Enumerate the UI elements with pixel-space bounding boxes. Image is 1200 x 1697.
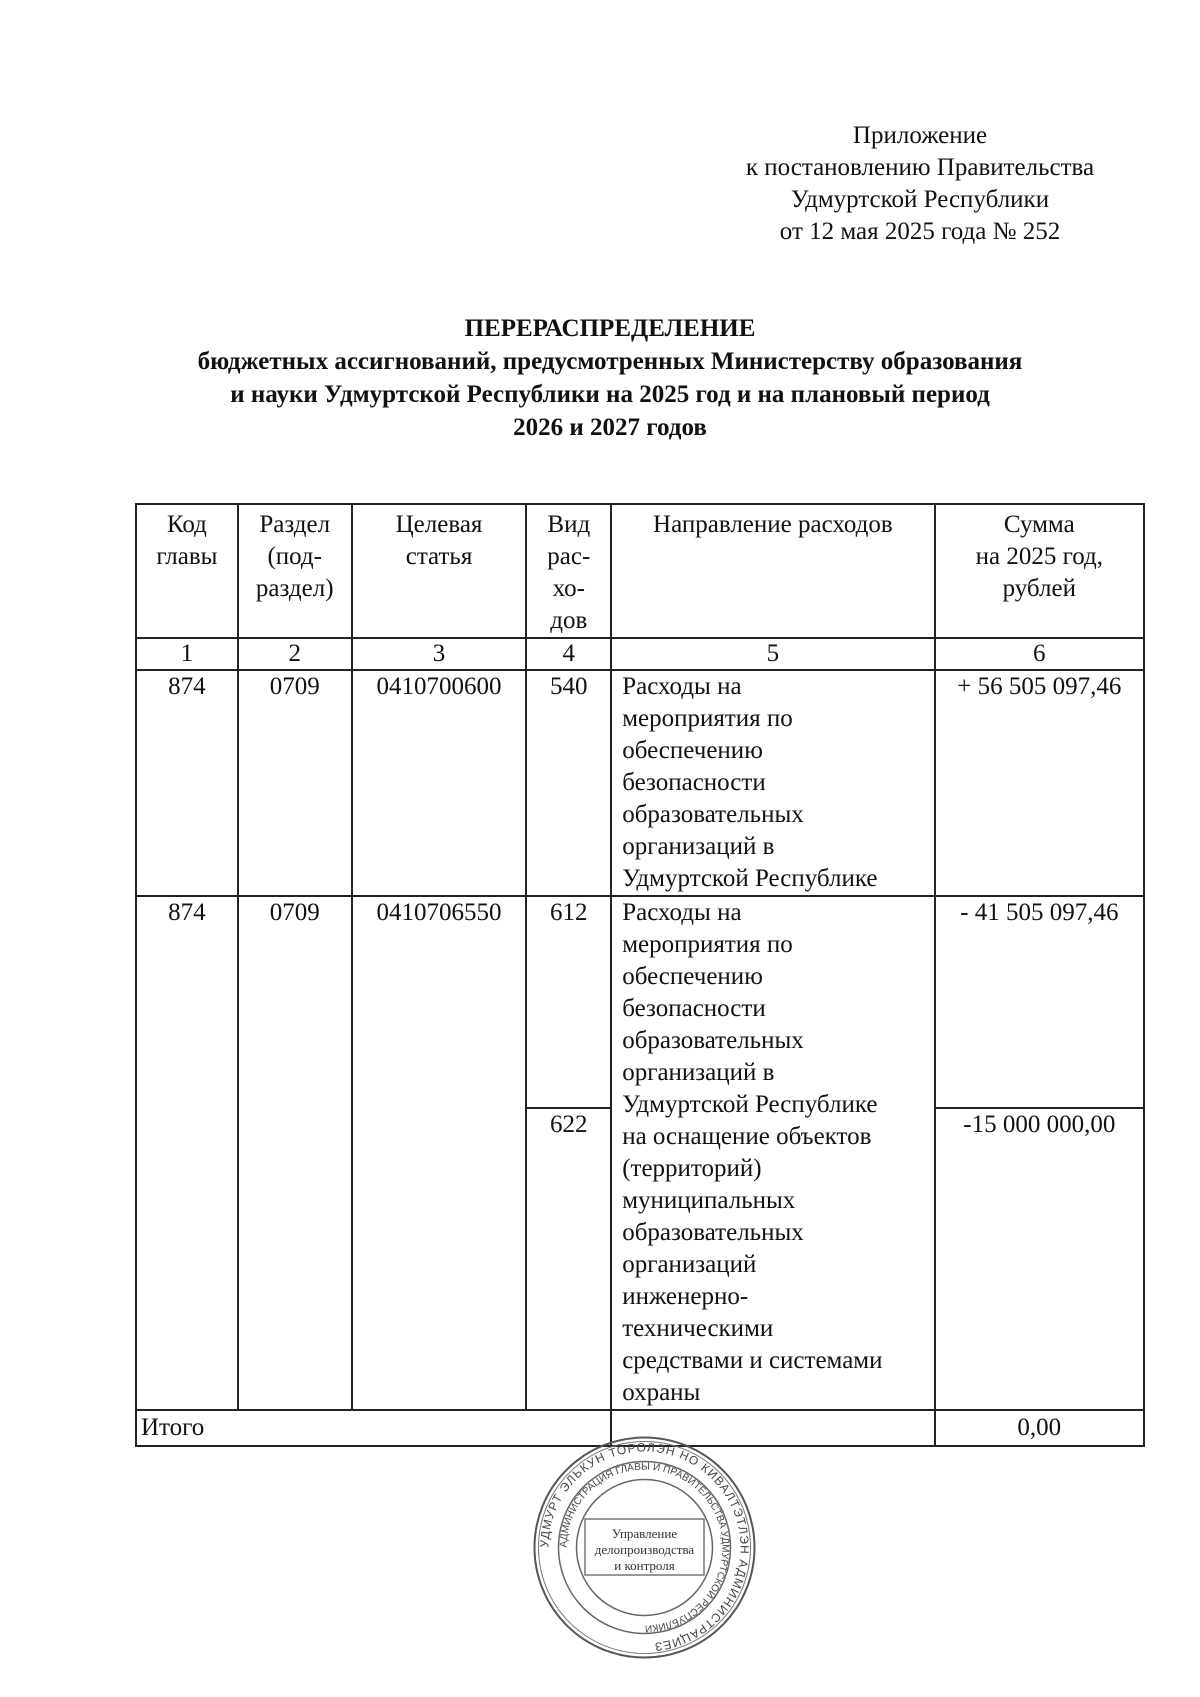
row1-amount: + 56 505 097,46	[935, 670, 1144, 896]
header-section: Раздел (под- раздел)	[238, 504, 352, 638]
table-row	[136, 670, 1144, 896]
header-amount: Сумма на 2025 год, рублей	[935, 504, 1144, 638]
appendix-line-3: Удмуртской Республики	[790, 186, 1050, 213]
title-main: ПЕРЕРАСПРЕДЕЛЕНИЕ	[464, 315, 756, 342]
column-number: 3	[352, 638, 527, 670]
row1-kind: 540	[526, 670, 611, 896]
redistribution-table	[135, 503, 1145, 1447]
header-target: Целевая статья	[352, 504, 527, 638]
appendix-line-1: Приложение	[852, 122, 988, 149]
row3-amount: -15 000 000,00	[935, 1108, 1144, 1410]
row2-kind: 612	[526, 896, 611, 1108]
column-number-row	[136, 638, 1144, 670]
column-number: 2	[238, 638, 352, 670]
row3-kind: 622	[526, 1108, 611, 1410]
row1-target: 0410700600	[352, 670, 527, 896]
table-row	[136, 896, 1144, 1108]
table-header-row	[136, 504, 1144, 638]
total-amount: 0,00	[935, 1410, 1144, 1446]
title-line-3: 2026 и 2027 годов	[513, 414, 707, 441]
stamp-ring-inner-text: АДМИНИСТРАЦИЯ ГЛАВЫ И ПРАВИТЕЛЬСТВА УДМУРТСКОЙ РЕСПУБЛИКИ	[558, 1461, 731, 1634]
total-label: Итого	[136, 1410, 611, 1446]
stamp-center-line-3: и контроля	[614, 1558, 675, 1573]
row1-direction: Расходы на мероприятия по обеспечению безопасности образовательных организаций в Удмуртской Республике	[611, 670, 934, 896]
column-number: 6	[935, 638, 1144, 670]
row2-target: 0410706550	[352, 896, 527, 1410]
row2-amount: - 41 505 097,46	[935, 896, 1144, 1108]
title-line-2: и науки Удмуртской Республики на 2025 год и на плановый период	[230, 381, 990, 408]
document-title	[150, 312, 1070, 444]
column-number: 5	[611, 638, 934, 670]
row2-code: 874	[136, 896, 238, 1410]
header-code: Код главы	[136, 504, 238, 638]
title-line-1: бюджетных ассигнований, предусмотренных Министерству образования	[197, 348, 1023, 375]
appendix-line-4: от 12 мая 2025 года № 252	[779, 218, 1061, 245]
column-number: 4	[526, 638, 611, 670]
row2-section: 0709	[238, 896, 352, 1410]
appendix-header	[700, 120, 1140, 248]
row1-code: 874	[136, 670, 238, 896]
header-direction: Направление расходов	[611, 504, 934, 638]
stamp-center-line-2: делопроизводства	[594, 1542, 695, 1557]
stamp-center-line-1: Управление	[611, 1526, 678, 1541]
official-stamp	[532, 1435, 757, 1660]
appendix-line-2: к постановлению Правительства	[745, 154, 1095, 181]
column-number: 1	[136, 638, 238, 670]
row2-direction: Расходы на мероприятия по обеспечению безопасности образовательных организаций в Удмуртской Республике на оснащение объектов (территорий) муниципальных образовательных организаций инженерно- техническими средствами и системами охраны	[611, 896, 934, 1410]
header-kind: Вид рас- хо- дов	[526, 504, 611, 638]
stamp-ring-outer-text: УДМУРТ ЭЛЬКУН ТОРОЛЭН НО КИВАЛТЭТЛЭН АДМИНИСТРАЦИЕЗ	[537, 1440, 752, 1655]
row1-section: 0709	[238, 670, 352, 896]
